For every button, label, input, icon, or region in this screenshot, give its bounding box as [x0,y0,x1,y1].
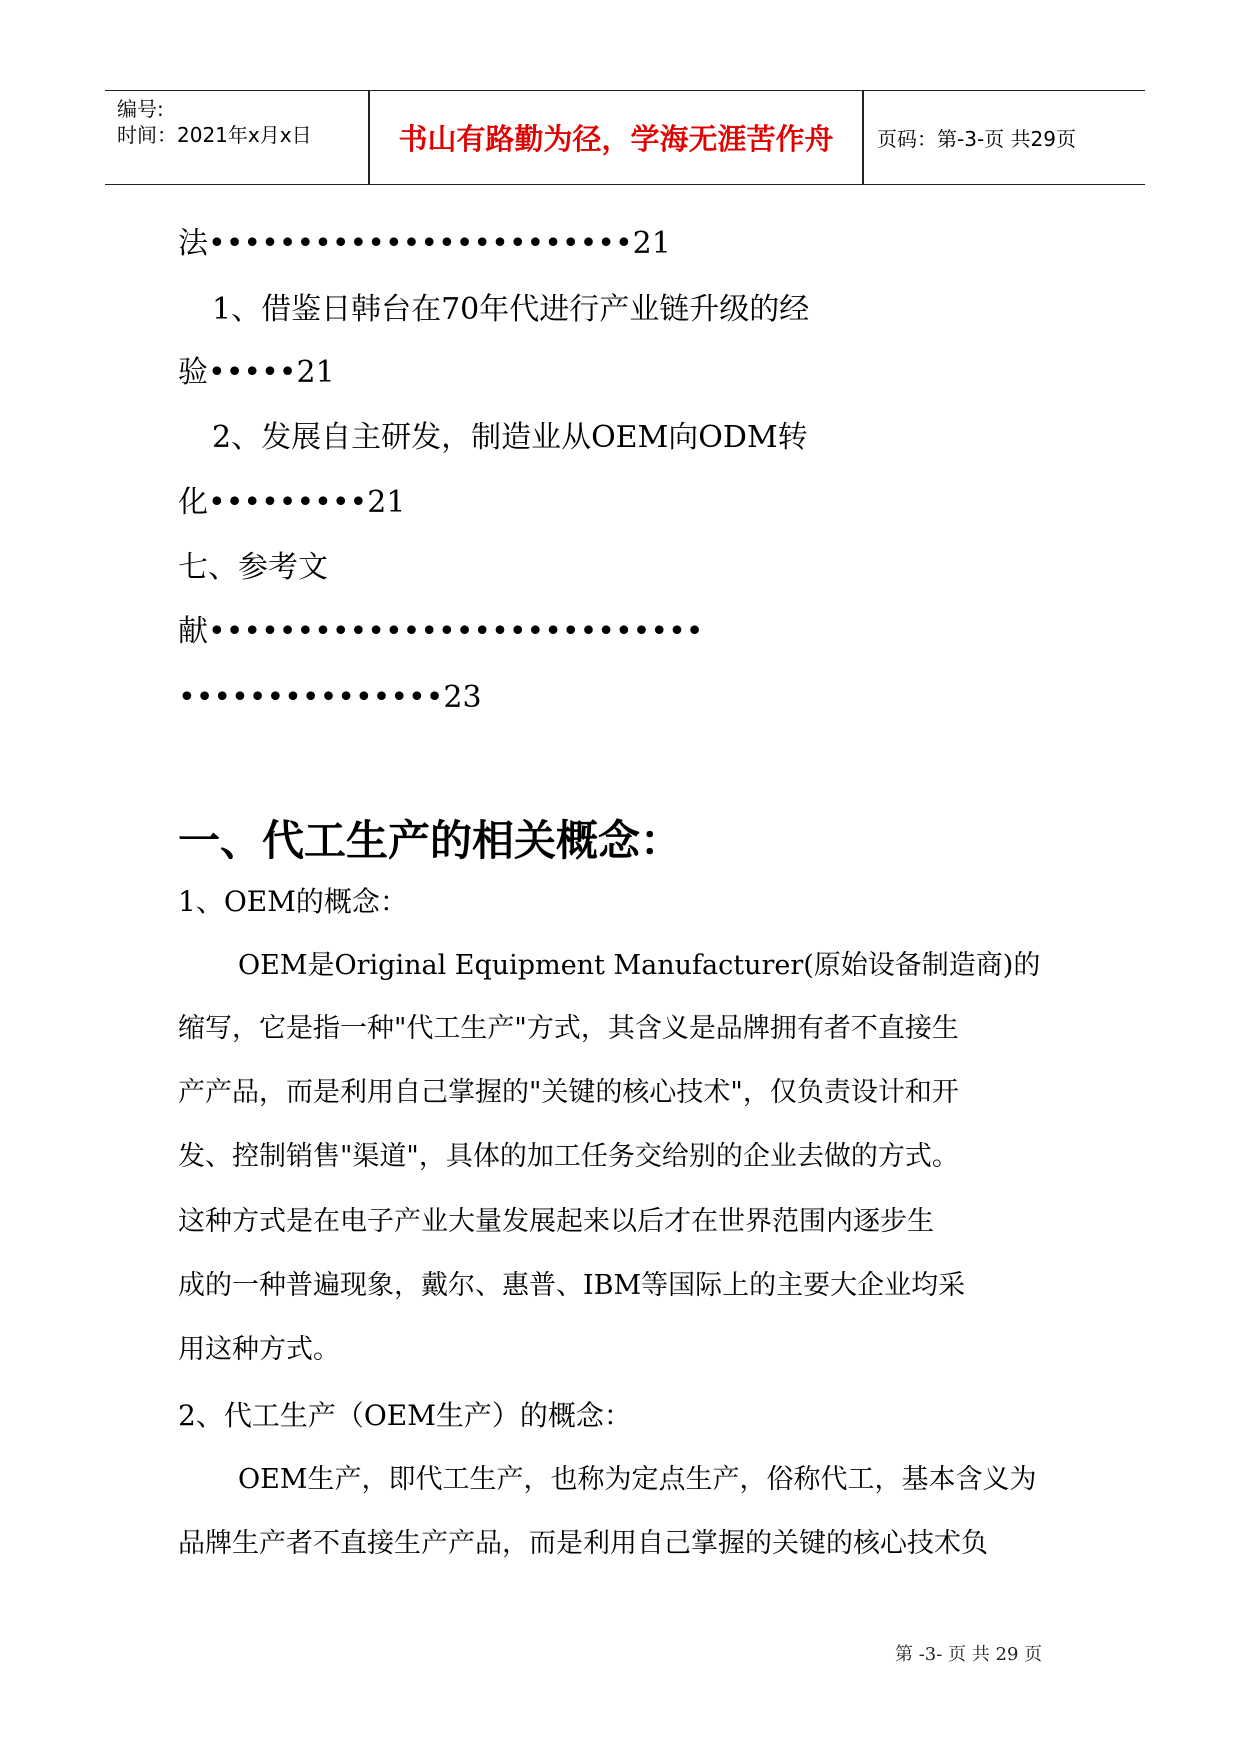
page-header [105,90,1145,185]
paragraph-line: 缩写，它是指一种"代工生产"方式，其含义是品牌拥有者不直接生 [178,1013,959,1044]
page-footer: 第 -3- 页 共 29 页 [895,1644,1043,1665]
toc-entry: 1、借鉴日韩台在70年代进行产业链升级的经 [212,292,810,327]
section-title: 一、代工生产的相关概念： [178,816,683,865]
toc-entry: 七、参考文 [178,550,328,585]
toc-entry: 化•••••••••21 [178,485,406,520]
document-time-label: 时间：2021年x月x日 [117,123,312,147]
header-divider [862,91,864,184]
paragraph-line: 成的一种普遍现象，戴尔、惠普、IBM等国际上的主要大企业均采 [178,1270,966,1301]
toc-entry: 法••••••••••••••••••••••••21 [178,226,671,261]
paragraph-line: 发、控制销售"渠道"，具体的加工任务交给别的企业去做的方式。 [178,1141,959,1172]
paragraph-line: 品牌生产者不直接生产产品，而是利用自己掌握的关键的核心技术负 [178,1528,988,1559]
toc-entry: 献•••••••••••••••••••••••••••• [178,614,704,649]
toc-entry: •••••••••••••••23 [178,680,482,715]
toc-entry: 验•••••21 [178,355,335,390]
paragraph-line: OEM生产，即代工生产，也称为定点生产，俗称代工，基本含义为 [238,1464,1037,1495]
subsection-title: 2、代工生产（OEM生产）的概念： [178,1399,632,1432]
header-meta [105,91,368,184]
paragraph-line: 用这种方式。 [178,1334,340,1365]
paragraph-line: OEM是Original Equipment Manufacturer(原始设备制造商)的 [238,950,1041,981]
paragraph-line: 产产品，而是利用自己掌握的"关键的核心技术"，仅负责设计和开 [178,1077,959,1108]
header-motto: 书山有路勤为径，学海无涯苦作舟 [398,122,834,156]
document-number-label: 编号: [117,97,164,121]
header-page-label: 页码：第-3-页 共29页 [877,127,1076,151]
toc-entry: 2、发展自主研发，制造业从OEM向ODM转 [212,420,808,455]
subsection-title: 1、OEM的概念： [178,885,408,918]
paragraph-line: 这种方式是在电子产业大量发展起来以后才在世界范围内逐步生 [178,1206,934,1237]
